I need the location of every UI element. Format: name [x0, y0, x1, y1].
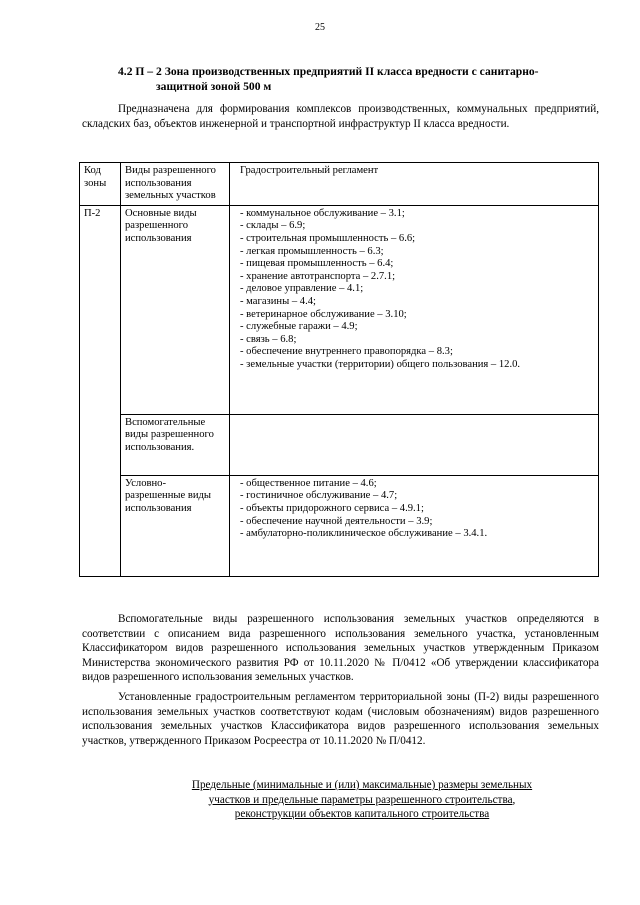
- main-uses-label: Основные виды разрешенного использования: [121, 205, 230, 414]
- paragraph-codes: [82, 690, 599, 748]
- section-heading-line2: защитной зоной 500 м: [156, 80, 272, 93]
- list-item: - ветеринарное обслуживание – 3.10;: [240, 308, 407, 320]
- cond-uses-cell: [230, 475, 599, 576]
- subsection-title-line3: реконструкции объектов капитального строительства: [234, 808, 490, 820]
- paragraph-codes-text: Установленные градостроительным регламентом территориальной зоны (П-2) виды разрешенного использования земельных участков соответствуют кодам (числовым обозначениям) видов разрешенного использования земельных участков Классификатора видов разрешенного использования земельных участков, утвержденного Приказом Росреестра от 10.11.2020 № П/0412.: [82, 691, 599, 747]
- list-item: - пищевая промышленность – 6.4;: [240, 258, 394, 270]
- list-item: - обеспечение научной деятельности – 3.9;: [240, 515, 433, 527]
- list-item: - легкая промышленность – 6.3;: [240, 245, 384, 257]
- paragraph-aux-uses: [82, 612, 599, 685]
- list-item: - обеспечение внутреннего правопорядка – 8.3;: [240, 346, 453, 358]
- list-item: - служебные гаражи – 4.9;: [240, 321, 358, 333]
- table-row-main: [80, 205, 599, 414]
- list-item: - земельные участки (территории) общего пользования – 12.0.: [240, 358, 521, 370]
- aux-uses-label: Вспомогательные виды разрешенного использования.: [121, 414, 230, 475]
- list-item: - гостиничное обслуживание – 4.7;: [240, 490, 398, 502]
- main-uses-cell: [230, 205, 599, 414]
- section-heading-line1: 4.2 П – 2 Зона производственных предприятий II класса вредности с санитарно-: [118, 65, 539, 78]
- zone-code: П-2: [80, 205, 121, 576]
- subsection-title-line2: участков и предельные параметры разрешенного строительства,: [208, 793, 516, 806]
- cond-uses-label: Условно-разрешенные виды использования: [121, 475, 230, 576]
- header-types: Виды разрешенного использования земельных участков: [121, 163, 230, 206]
- header-code: Код зоны: [80, 163, 121, 206]
- list-item: - объекты придорожного сервиса – 4.9.1;: [240, 502, 424, 514]
- list-item: - хранение автотранспорта – 2.7.1;: [240, 270, 396, 282]
- cond-uses-list: [240, 478, 594, 541]
- table-row-aux: [80, 414, 599, 475]
- page-number: 25: [315, 22, 325, 33]
- aux-uses-cell: [230, 414, 599, 475]
- section-heading: [118, 64, 598, 94]
- intro-text: Предназначена для формирования комплексов производственных, коммунальных предприятий, складских баз, объектов инженерной и транспортной инфраструктур II класса вредности.: [82, 103, 599, 130]
- list-item: - магазины – 4.4;: [240, 295, 316, 307]
- subsection-title-line1: Предельные (минимальные и (или) максимальные) размеры земельных: [191, 779, 533, 791]
- list-item: - амбулаторно-поликлиническое обслуживание – 3.4.1.: [240, 528, 488, 540]
- regulation-table: [79, 162, 599, 577]
- list-item: - склады – 6.9;: [240, 220, 306, 232]
- list-item: - деловое управление – 4.1;: [240, 283, 364, 295]
- main-uses-list: [240, 208, 594, 372]
- subsection-title: [82, 778, 640, 822]
- list-item: - строительная промышленность – 6.6;: [240, 232, 416, 244]
- list-item: - коммунальное обслуживание – 3.1;: [240, 207, 405, 219]
- intro-paragraph: [82, 102, 599, 132]
- list-item: - связь – 6.8;: [240, 333, 297, 345]
- table-row-conditional: [80, 475, 599, 576]
- header-regulation: Градостроительный регламент: [230, 163, 599, 206]
- table-header-row: [80, 163, 599, 206]
- paragraph-aux-text: Вспомогательные виды разрешенного использования земельных участков определяются в соответствии с описанием вида разрешенного использования земельного участка, установленным Классификатором видов разрешенного использования земельных участков утвержденным Приказом Министерства экономического развития РФ от 10.11.2020 № П/0412 «Об утверждении классификатора видов разрешенного использования земельных участков.: [82, 613, 599, 683]
- list-item: - общественное питание – 4.6;: [240, 477, 377, 489]
